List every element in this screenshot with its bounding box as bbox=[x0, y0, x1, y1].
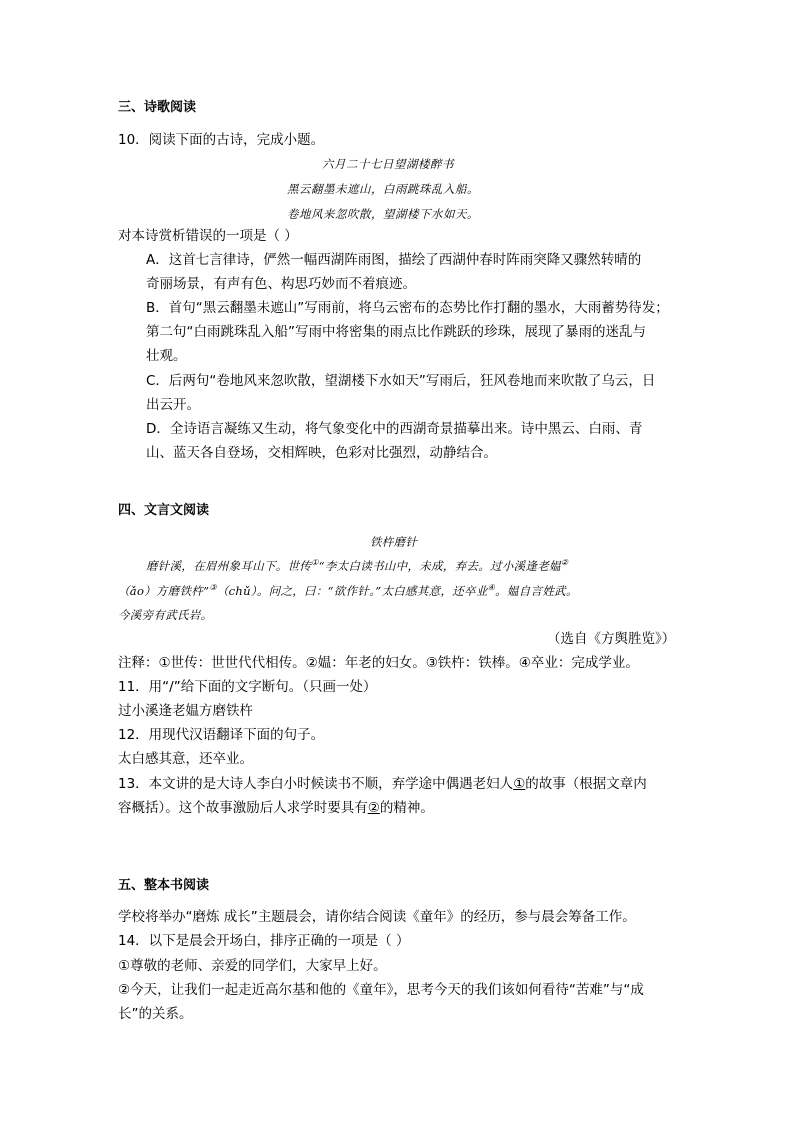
classical-text-notes: 注释：①世传：世世代代相传。②媪：年老的妇女。③铁杵：铁棒。④卒业：完成学业。 bbox=[118, 655, 639, 671]
classical-text-line-1: 磨针溪，在眉州象耳山下。世传①“李太白读书山中，未成，弃去。过小溪逢老媪② bbox=[146, 558, 569, 573]
section-heading-classical: 四、文言文阅读 bbox=[118, 503, 210, 518]
section-heading-whole-book: 五、整本书阅读 bbox=[118, 878, 210, 893]
opening-item-2-line-2: 长”的关系。 bbox=[118, 1006, 193, 1022]
question-13-line-1: 13．本文讲的是大诗人李白小时候读书不顺，弃学途中偶遇老妇人①的故事（根据文章内 bbox=[118, 776, 647, 792]
option-b-line-2: 第二句“白雨跳珠乱入船”写雨中将密集的雨点比作跳跃的珍珠，展现了暴雨的迷乱与 bbox=[146, 324, 646, 340]
classical-text-line-2: （ǎo）方磨铁杵”③（chǔ）。问之，曰：“欲作针。”太白感其意，还卒业④。媪自言姓武。 bbox=[118, 583, 578, 598]
option-b-line-3: 壮观。 bbox=[146, 348, 187, 364]
classical-text-line-3: 今溪旁有武氏岩。 bbox=[118, 608, 213, 622]
section-heading-poetry: 三、诗歌阅读 bbox=[118, 100, 197, 115]
question-11: 11．用“/”给下面的文字断句。（只画一处） bbox=[118, 679, 377, 695]
opening-item-1: ①尊敬的老师、亲爱的同学们，大家早上好。 bbox=[118, 958, 387, 974]
blank-1-marker: ① bbox=[513, 776, 526, 792]
poem-line-2: 卷地风来忽吹散，望湖楼下水如天。 bbox=[287, 207, 479, 221]
option-c-line-2: 出云开。 bbox=[146, 397, 200, 413]
classical-text-source: （选自《方舆胜览》） bbox=[547, 631, 676, 647]
question-14: 14．以下是晨会开场白，排序正确的一项是（ ） bbox=[118, 933, 410, 949]
opening-item-2-line-1: ②今天，让我们一起走近高尔基和他的《童年》，思考今天的我们该如何看待“苦难”与“成 bbox=[118, 982, 644, 998]
option-a-line-2: 奇丽场景，有声有色、构思巧妙而不着痕迹。 bbox=[146, 276, 416, 292]
classical-text-title: 铁杵磨针 bbox=[370, 535, 418, 549]
question-12-text: 太白感其意，还卒业。 bbox=[118, 751, 253, 767]
poem-title: 六月二十七日望湖楼醉书 bbox=[322, 157, 454, 171]
question-11-text: 过小溪逢老媪方磨铁杵 bbox=[118, 703, 253, 719]
option-c-line-1: C．后两句“卷地风来忽吹散，望湖楼下水如天”写雨后，狂风卷地而来吹散了乌云，日 bbox=[146, 373, 656, 389]
question-12: 12．用现代汉语翻译下面的句子。 bbox=[118, 727, 325, 743]
option-b-line-1: B．首句“黑云翻墨未遮山”写雨前，将乌云密布的态势比作打翻的墨水，大雨蓄势待发； bbox=[146, 300, 669, 316]
blank-2-marker: ② bbox=[367, 800, 380, 816]
poem-line-1: 黑云翻墨未遮山，白雨跳珠乱入船。 bbox=[287, 182, 479, 196]
question-13-line-2: 容概括）。这个故事激励后人求学时要具有②的精神。 bbox=[118, 800, 434, 816]
question-10-stem: 10．阅读下面的古诗，完成小题。 bbox=[118, 132, 325, 148]
option-d-line-2: 山、蓝天各自登场，交相辉映，色彩对比强烈，动静结合。 bbox=[146, 445, 497, 461]
section-5-intro: 学校将举办“磨炼 成长”主题晨会，请你结合阅读《童年》的经历，参与晨会筹备工作。 bbox=[118, 909, 636, 925]
question-10-prompt: 对本诗赏析错误的一项是（ ） bbox=[118, 228, 298, 244]
option-d-line-1: D．全诗语言凝练又生动，将气象变化中的西湖奇景描摹出来。诗中黑云、白雨、青 bbox=[146, 421, 643, 437]
option-a-line-1: A．这首七言律诗，俨然一幅西湖阵雨图，描绘了西湖仲春时阵雨突降又骤然转晴的 bbox=[146, 252, 642, 268]
